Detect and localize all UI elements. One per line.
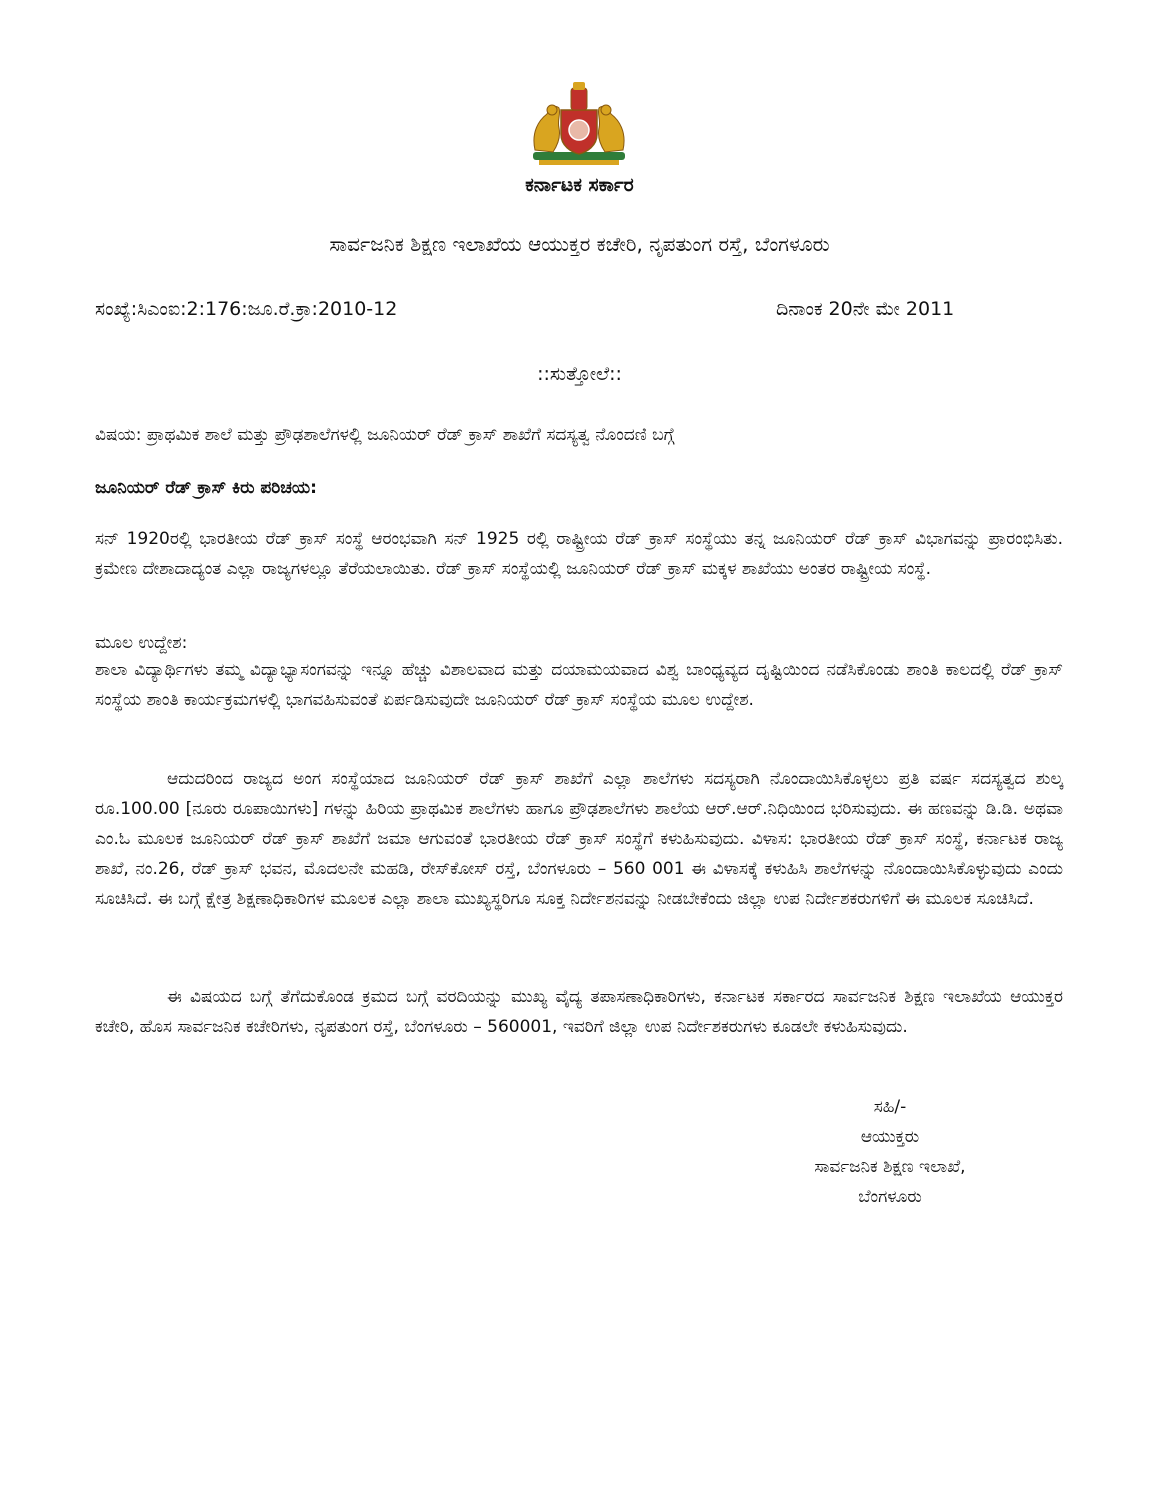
instruction-paragraph: ಆದುದರಿಂದ ರಾಜ್ಯದ ಅಂಗ ಸಂಸ್ಥೆಯಾದ ಜೂನಿಯರ್ ರೆಡ್ ಕ್ರಾಸ್ ಶಾಖೆಗೆ ಎಲ್ಲಾ ಶಾಲೆಗಳು ಸದಸ್ಯರಾಗಿ ನೊಂದಾಯಿಸಿಕೊಳ್ಳಲು ಪ್ರತಿ ವರ್ಷ ಸದಸ್ಯತ್ವದ ಶುಲ್ಕ ರೂ.100.00 [ನೂರು ರೂಪಾಯಿಗಳು] ಗಳನ್ನು ಹಿರಿಯ ಪ್ರಾಥಮಿಕ ಶಾಲೆಗಳು ಹಾಗೂ ಪ್ರೌಢಶಾಲೆಗಳು ಶಾಲೆಯ ಆರ್.ಆರ್.ನಿಧಿಯಿಂದ ಭರಿಸುವುದು. ಈ ಹಣವನ್ನು ಡಿ.ಡಿ. ಅಥವಾ ಎಂ.ಓ ಮೂಲಕ ಜೂನಿಯರ್ ರೆಡ್ ಕ್ರಾಸ್ ಶಾಖೆಗೆ ಜಮಾ ಆಗುವಂತೆ ಭಾರತೀಯ ರೆಡ್ ಕ್ರಾಸ್ ಸಂಸ್ಥೆಗೆ ಕಳುಹಿಸುವುದು. ವಿಳಾಸ: ಭಾರತೀಯ ರೆಡ್ ಕ್ರಾಸ್ ಸಂಸ್ಥೆ, ಕರ್ನಾಟಕ ರಾಜ್ಯ ಶಾಖೆ, ನಂ.26, ರೆಡ್ ಕ್ರಾಸ್ ಭವನ, ಮೊದಲನೇ ಮಹಡಿ, ರೇಸ್‌ಕೋಸ್ ರಸ್ತೆ, ಬೆಂಗಳೂರು – 560 001 ಈ ವಿಳಾಸಕ್ಕೆ ಕಳುಹಿಸಿ ಶಾಲೆಗಳನ್ನು ನೊಂದಾಯಿಸಿಕೊಳ್ಳುವುದು ಎಂದು ಸೂಚಿಸಿದೆ. ಈ ಬಗ್ಗೆ ಕ್ಷೇತ್ರ ಶಿಕ್ಷಣಾಧಿಕಾರಿಗಳ ಮೂಲಕ ಎಲ್ಲಾ ಶಾಲಾ ಮುಖ್ಯಸ್ಥರಿಗೂ ಸೂಕ್ತ ನಿರ್ದೇಶನವನ್ನು ನೀಡಬೇಕೆಂದು ಜಿಲ್ಲಾ ಉಪ ನಿರ್ದೇಶಕರುಗಳಿಗೆ ಈ ಮೂಲಕ ಸೂಚಿಸಿದೆ. — [95, 769, 1063, 909]
circular-date: ದಿನಾಂಕ 20ನೇ ಮೇ 2011 — [776, 298, 955, 320]
report-paragraph: ಈ ವಿಷಯದ ಬಗ್ಗೆ ತೆಗೆದುಕೊಂಡ ಕ್ರಮದ ಬಗ್ಗೆ ವರದಿಯನ್ನು ಮುಖ್ಯ ವೈದ್ಯ ತಪಾಸಣಾಧಿಕಾರಿಗಳು, ಕರ್ನಾಟಕ ಸರ್ಕಾರದ ಸಾರ್ವಜನಿಕ ಶಿಕ್ಷಣ ಇಲಾಖೆಯ ಆಯುಕ್ತರ ಕಚೇರಿ, ಹೊಸ ಸಾರ್ವಜನಿಕ ಕಚೇರಿಗಳು, ನೃಪತುಂಗ ರಸ್ತೆ, ಬೆಂಗಳೂರು – 560001, ಇವರಿಗೆ ಜಿಲ್ಲಾ ಉಪ ನಿರ್ದೇಶಕರುಗಳು ಕೂಡಲೇ ಕಳುಹಿಸುವುದು. — [95, 987, 1063, 1037]
signatory-department: ಸಾರ್ವಜನಿಕ ಶಿಕ್ಷಣ ಇಲಾಖೆ, — [814, 1157, 966, 1177]
signatory-city: ಬೆಂಗಳೂರು — [858, 1187, 922, 1207]
objective-paragraph: ಶಾಲಾ ವಿದ್ಯಾರ್ಥಿಗಳು ತಮ್ಮ ವಿದ್ಯಾಭ್ಯಾಸಂಗವನ್ನು ಇನ್ನೂ ಹೆಚ್ಚು ವಿಶಾಲವಾದ ಮತ್ತು ದಯಾಮಯವಾದ ವಿಶ್ವ ಬಾಂಧ್ಯವ್ಯದ ದೃಷ್ಟಿಯಿಂದ ನಡೆಸಿಕೊಂಡು ಶಾಂತಿ ಕಾಲದಲ್ಲಿ ರೆಡ್ ಕ್ರಾಸ್ ಸಂಸ್ಥೆಯ ಶಾಂತಿ ಕಾರ್ಯಕ್ರಮಗಳಲ್ಲಿ ಭಾಗವಹಿಸುವಂತೆ ಏರ್ಪಡಿಸುವುದೇ ಜೂನಿಯರ್ ರೆಡ್ ಕ್ರಾಸ್ ಸಂಸ್ಥೆಯ ಮೂಲ ಉದ್ದೇಶ. — [95, 660, 1063, 710]
karnataka-emblem-icon — [525, 80, 633, 170]
circular-title: ::ಸುತ್ತೋಲೆ:: — [537, 363, 622, 385]
signatory-designation: ಆಯುಕ್ತರು — [860, 1127, 920, 1147]
objective-heading: ಮೂಲ ಉದ್ದೇಶ: — [95, 633, 188, 653]
signed-mark: ಸಹಿ/- — [873, 1097, 907, 1117]
signature-block — [760, 1092, 1020, 1212]
subject-line: ವಿಷಯ: ಪ್ರಾಥಮಿಕ ಶಾಲೆ ಮತ್ತು ಪ್ರೌಢಶಾಲೆಗಳಲ್ಲಿ ಜೂನಿಯರ್ ರೆಡ್ ಕ್ರಾಸ್ ಶಾಖೆಗೆ ಸದಸ್ಯತ್ವ ನೊಂದಣಿ ಬಗ್ಗೆ — [95, 425, 675, 445]
reference-number: ಸಂಖ್ಯೆ:ಸಿಎಂಐ:2:176:ಜೂ.ರೆ.ಕ್ರಾ:2010-12 — [95, 298, 398, 320]
intro-heading: ಜೂನಿಯರ್ ರೆಡ್ ಕ್ರಾಸ್ ಕಿರು ಪರಿಚಯ: — [95, 478, 317, 498]
intro-paragraph: ಸನ್ 1920ರಲ್ಲಿ ಭಾರತೀಯ ರೆಡ್ ಕ್ರಾಸ್ ಸಂಸ್ಥೆ ಆರಂಭವಾಗಿ ಸನ್ 1925 ರಲ್ಲಿ ರಾಷ್ಟ್ರೀಯ ರೆಡ್ ಕ್ರಾಸ್ ಸಂಸ್ಥೆಯು ತನ್ನ ಜೂನಿಯರ್ ರೆಡ್ ಕ್ರಾಸ್ ವಿಭಾಗವನ್ನು ಪ್ರಾರಂಭಿಸಿತು. ಕ್ರಮೇಣ ದೇಶಾದಾದ್ಯಂತ ಎಲ್ಲಾ ರಾಜ್ಯಗಳಲ್ಲೂ ತೆರೆಯಲಾಯಿತು. ರೆಡ್ ಕ್ರಾಸ್ ಸಂಸ್ಥೆಯಲ್ಲಿ ಜೂನಿಯರ್ ರೆಡ್ ಕ್ರಾಸ್ ಮಕ್ಕಳ ಶಾಖೆಯು ಅಂತರ ರಾಷ್ಟ್ರೀಯ ಸಂಸ್ಥೆ. — [95, 529, 1063, 579]
government-name: ಕರ್ನಾಟಕ ಸರ್ಕಾರ — [525, 174, 634, 196]
office-name: ಸಾರ್ವಜನಿಕ ಶಿಕ್ಷಣ ಇಲಾಖೆಯ ಆಯುಕ್ತರ ಕಚೇರಿ, ನೃಪತುಂಗ ರಸ್ತೆ, ಬೆಂಗಳೂರು — [329, 232, 830, 256]
